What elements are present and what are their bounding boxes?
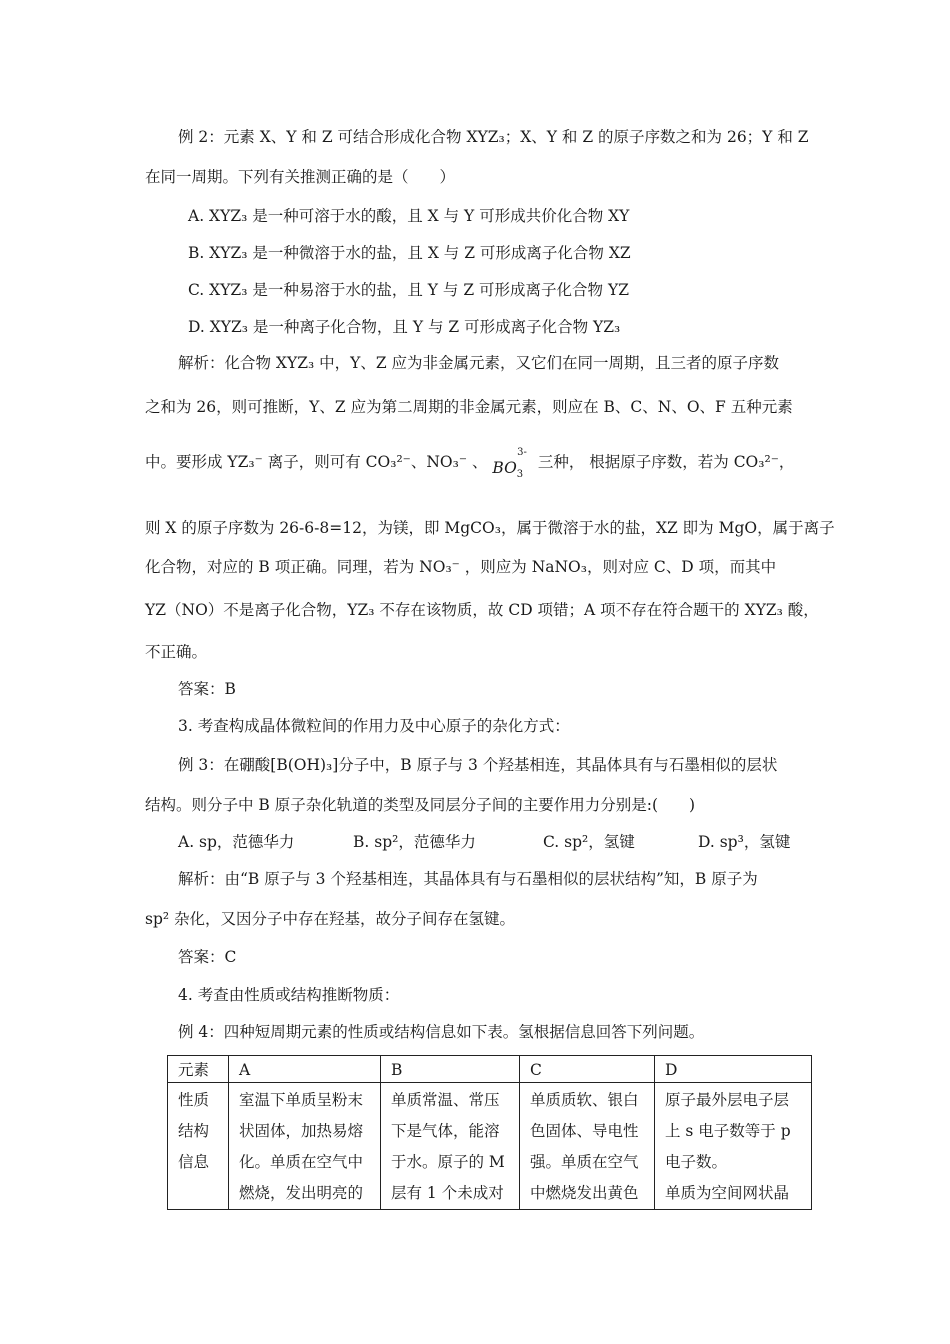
- table-header-cell: B: [381, 1056, 520, 1083]
- ex2-question-line2: 在同一周期。下列有关推测正确的是（ ）: [145, 168, 456, 186]
- ex2-option-d: D. XYZ₃ 是一种离子化合物，且 Y 与 Z 可形成离子化合物 YZ₃: [188, 318, 621, 336]
- ex3-option-a: A. sp，范德华力: [178, 833, 295, 851]
- table-cell-d: 原子最外层电子层 上 s 电子数等于 p 电子数。 单质为空间网状晶: [655, 1083, 812, 1210]
- ex2-analysis-line2: 之和为 26，则可推断，Y、Z 应为第二周期的非金属元素，则应在 B、C、N、O、F 五种元素: [145, 398, 793, 416]
- table-header-cell: D: [655, 1056, 812, 1083]
- ex2-analysis-line4: 则 X 的原子序数为 26-6-8=12，为镁，即 MgCO₃，属于微溶于水的盐，XZ 即为 MgO，属于离子: [145, 519, 835, 537]
- table-header-cell: A: [229, 1056, 381, 1083]
- sec4-title: 4. 考查由性质或结构推断物质：: [178, 986, 400, 1004]
- ex2-analysis-line7: 不正确。: [145, 643, 208, 661]
- ex2-question-line1: 例 2：元素 X、Y 和 Z 可结合形成化合物 XYZ₃；X、Y 和 Z 的原子序数之和为 26；Y 和 Z: [178, 128, 809, 146]
- ex3-analysis-line1: 解析：由“B 原子与 3 个羟基相连，其晶体具有与石墨相似的层状结构”知，B 原子为: [178, 870, 758, 888]
- borate-formula-text: BO: [492, 459, 517, 477]
- table-header-cell: C: [520, 1056, 655, 1083]
- ex2-analysis-line3-pre: 中。要形成 YZ₃⁻ 离子，则可有 CO₃²⁻、NO₃⁻ 、: [145, 453, 488, 471]
- sec3-title: 3. 考查构成晶体微粒间的作用力及中心原子的杂化方式：: [178, 717, 570, 735]
- ex3-option-b: B. sp²，范德华力: [353, 833, 476, 851]
- ex3-analysis-line2: sp² 杂化，又因分子中存在羟基，故分子间存在氢键。: [145, 910, 516, 928]
- ex3-answer: 答案：C: [178, 948, 237, 966]
- table-cell-a: 室温下单质呈粉末 状固体，加热易熔 化。单质在空气中 燃烧，发出明亮的: [229, 1083, 381, 1210]
- table-row: [168, 1083, 812, 1210]
- table-row-label: 性质 结构 信息: [168, 1083, 229, 1210]
- ex3-option-d: D. sp³，氢键: [698, 833, 791, 851]
- ex3-question-line2: 结构。则分子中 B 原子杂化轨道的类型及同层分子间的主要作用力分别是:( ): [145, 796, 696, 814]
- ex2-analysis-line1: 解析：化合物 XYZ₃ 中，Y、Z 应为非金属元素，又它们在同一周期，且三者的原子序数: [178, 354, 780, 372]
- table-header-row: [168, 1056, 812, 1083]
- table-cell-c: 单质质软、银白 色固体、导电性 强。单质在空气 中燃烧发出黄色: [520, 1083, 655, 1210]
- ex4-question: 例 4：四种短周期元素的性质或结构信息如下表。氢根据信息回答下列问题。: [178, 1023, 705, 1041]
- ex2-option-a: A. XYZ₃ 是一种可溶于水的酸，且 X 与 Y 可形成共价化合物 XY: [188, 207, 630, 225]
- table-header-cell: 元素: [168, 1056, 229, 1083]
- ex2-option-b: B. XYZ₃ 是一种微溶于水的盐，且 X 与 Z 可形成离子化合物 XZ: [188, 244, 631, 262]
- ex2-analysis-line3: [145, 446, 795, 481]
- element-info-table: [167, 1055, 812, 1210]
- ex2-option-c: C. XYZ₃ 是一种易溶于水的盐，且 Y 与 Z 可形成离子化合物 YZ: [188, 281, 629, 299]
- ex3-question-line1: 例 3：在硼酸[B(OH)₃]分子中，B 原子与 3 个羟基相连，其晶体具有与石墨相似的层状: [178, 756, 778, 774]
- ex2-analysis-line5: 化合物，对应的 B 项正确。同理，若为 NO₃⁻ ，则应为 NaNO₃，则对应 C、D 项，而其中: [145, 558, 777, 576]
- table-cell-b: 单质常温、常压 下是气体，能溶 于水。原子的 M 层有 1 个未成对: [381, 1083, 520, 1210]
- ex2-analysis-line3-post: 三种， 根据原子序数，若为 CO₃²⁻，: [537, 453, 795, 471]
- ex2-answer: 答案：B: [178, 680, 236, 698]
- borate-formula: $BO_3^{3-}$: [492, 446, 527, 481]
- ex3-option-c: C. sp²，氢键: [543, 833, 635, 851]
- ex2-analysis-line6: YZ（NO）不是离子化合物，YZ₃ 不存在该物质，故 CD 项错；A 项不存在符合题干的 XYZ₃ 酸，: [145, 601, 819, 619]
